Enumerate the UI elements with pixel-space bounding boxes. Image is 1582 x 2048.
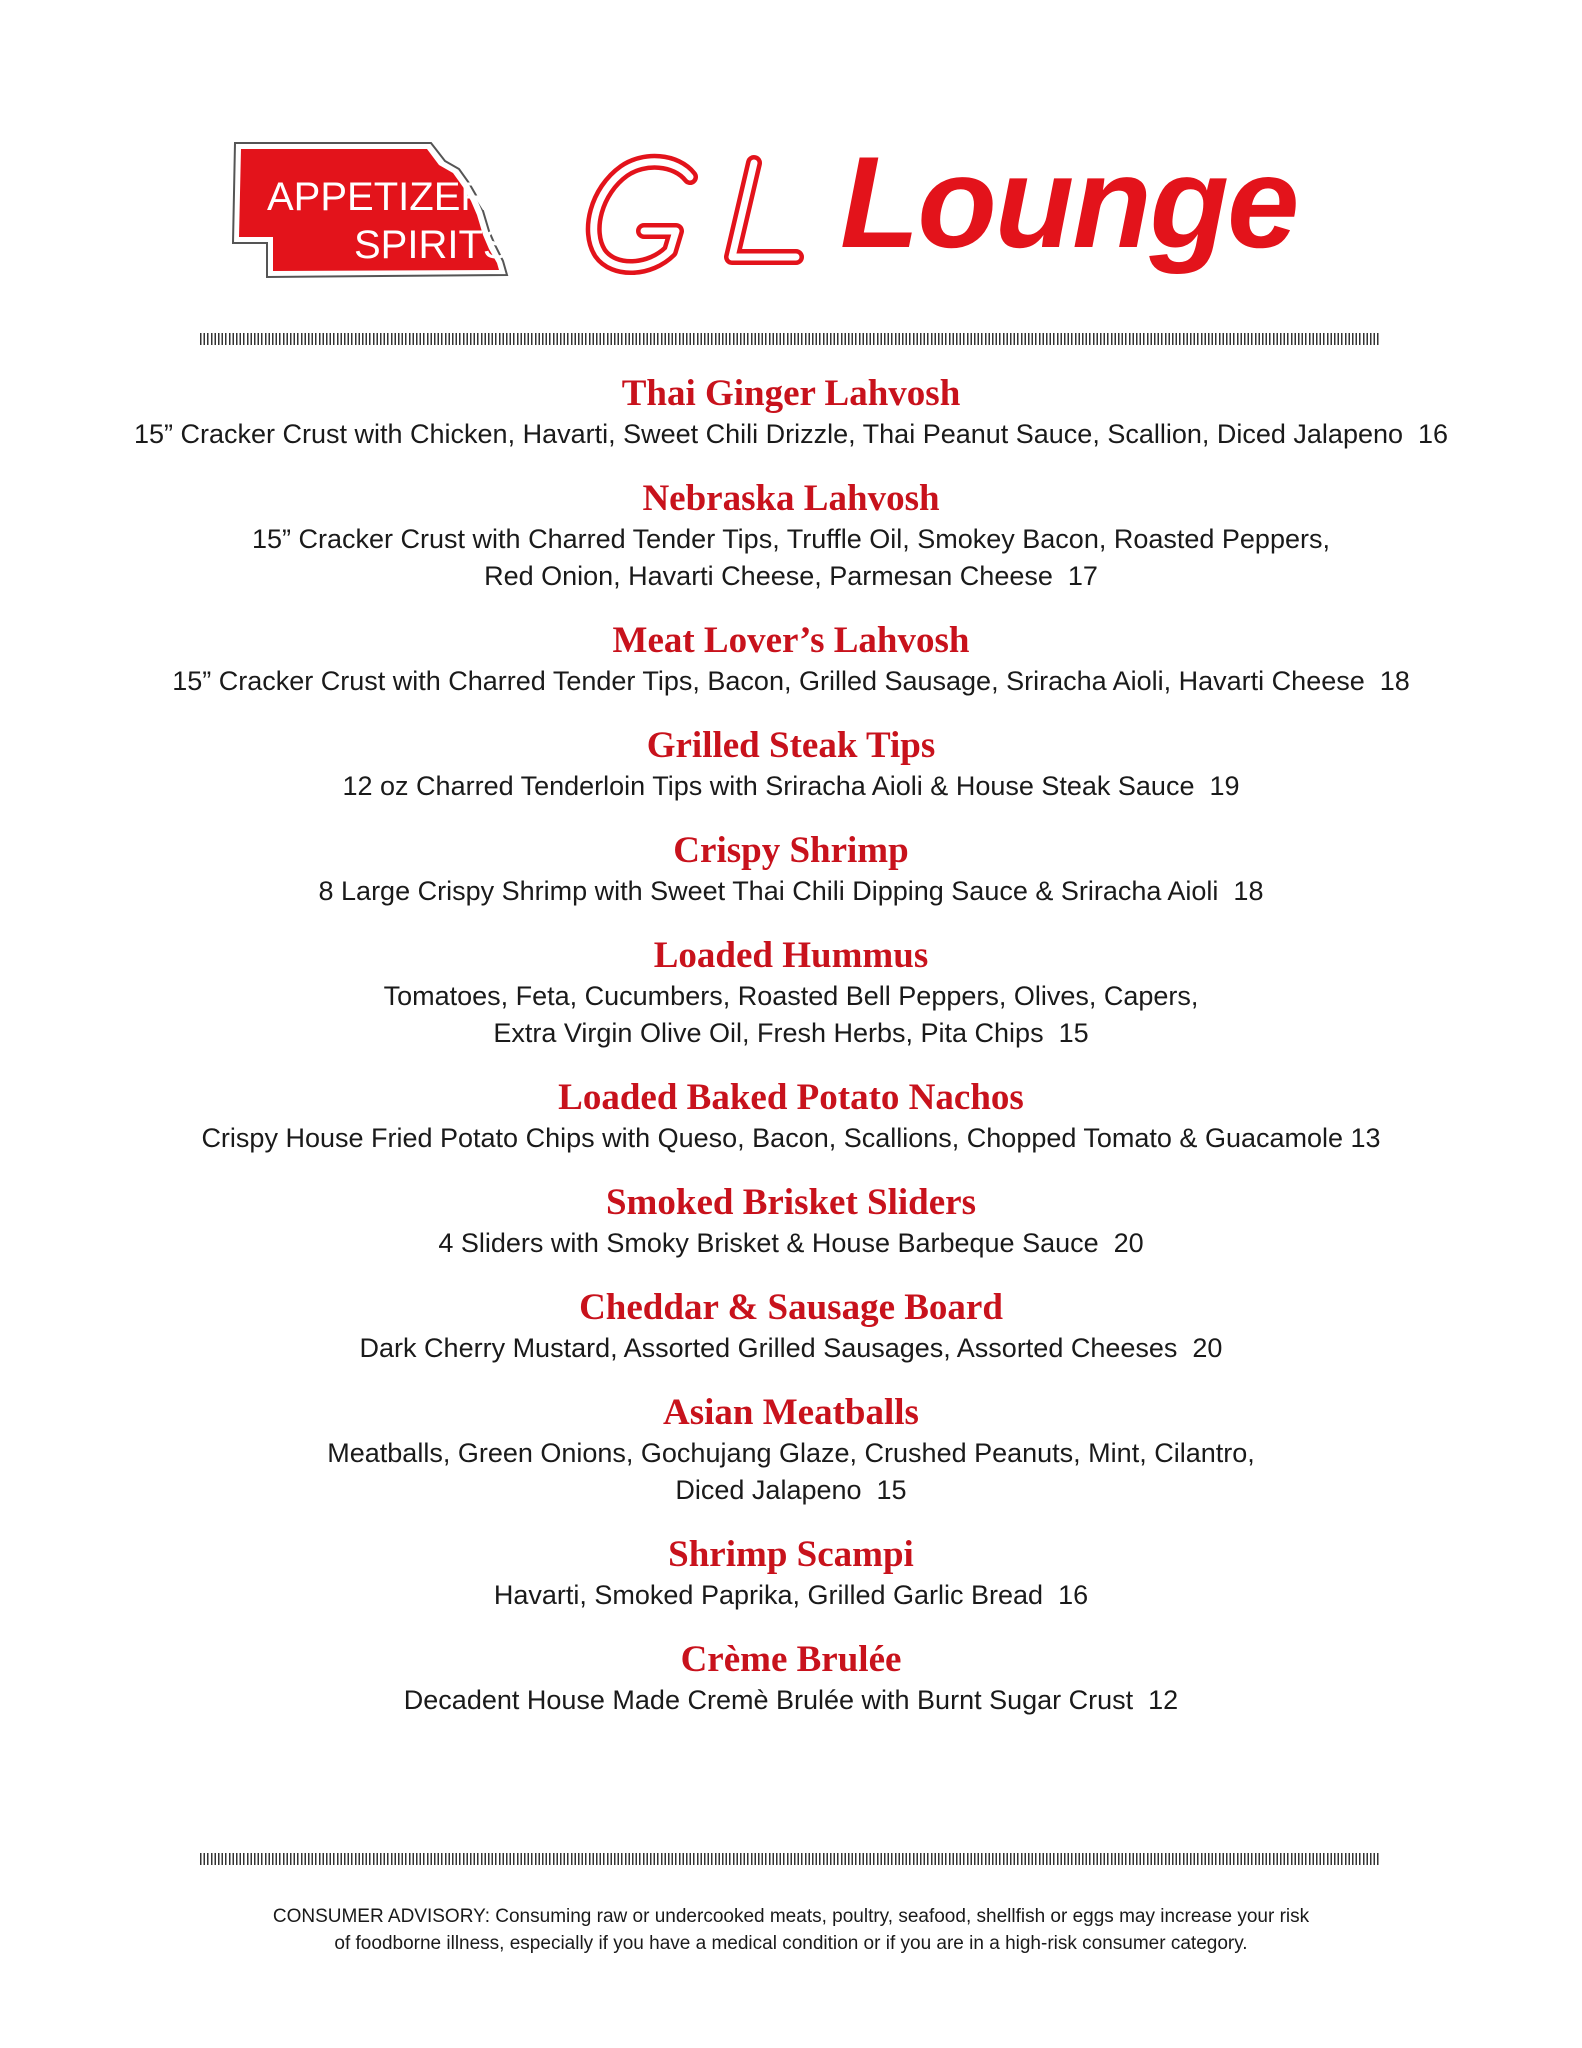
menu-item	[0, 934, 1582, 1052]
menu-item-name: Loaded Hummus	[653, 935, 929, 976]
advisory-line: CONSUMER ADVISORY: Consuming raw or undercooked meats, poultry, seafood, shellfish or eggs may increase your risk	[272, 1906, 1310, 1927]
gl-logo-mark	[572, 145, 812, 285]
menu-item-description: 12 oz Charred Tenderloin Tips with Sriracha Aioli & House Steak Sauce 19	[342, 771, 1240, 801]
menu-item-name: Crispy Shrimp	[673, 830, 909, 871]
consumer-advisory	[0, 1903, 1582, 1957]
badge-appetizers-label: APPETIZERS	[267, 175, 516, 219]
menu-item-description: Red Onion, Havarti Cheese, Parmesan Cheese 17	[484, 561, 1098, 591]
menu-item-description: 15” Cracker Crust with Charred Tender Tips, Bacon, Grilled Sausage, Sriracha Aioli, Havarti Cheese 18	[172, 666, 1410, 696]
menu-item	[0, 829, 1582, 910]
menu-item-name: Loaded Baked Potato Nachos	[558, 1077, 1024, 1118]
menu-item	[0, 619, 1582, 700]
menu-item-description: 8 Large Crispy Shrimp with Sweet Thai Chili Dipping Sauce & Sriracha Aioli 18	[318, 876, 1264, 906]
menu-item	[0, 1533, 1582, 1614]
menu-item	[0, 1181, 1582, 1262]
menu-item	[0, 1391, 1582, 1509]
menu-item	[0, 1638, 1582, 1719]
menu-item	[0, 724, 1582, 805]
menu-item-name: Grilled Steak Tips	[646, 725, 936, 766]
gl-monogram-icon	[572, 145, 812, 285]
menu-item-name: Meat Lover’s Lahvosh	[612, 620, 970, 661]
menu-item-description: 15” Cracker Crust with Chicken, Havarti, Sweet Chili Drizzle, Thai Peanut Sauce, Scallion, Diced Jalapeno 16	[133, 419, 1449, 449]
bottom-divider	[200, 1853, 1380, 1865]
menu-item-name: Thai Ginger Lahvosh	[621, 373, 961, 414]
menu-item-description: Extra Virgin Olive Oil, Fresh Herbs, Pita Chips 15	[493, 1018, 1089, 1048]
menu-item-name: Nebraska Lahvosh	[642, 478, 940, 519]
menu-item-name: Asian Meatballs	[663, 1392, 919, 1433]
menu-item-description: 4 Sliders with Smoky Brisket & House Barbeque Sauce 20	[438, 1228, 1144, 1258]
menu-item	[0, 1076, 1582, 1157]
menu-item-description: Dark Cherry Mustard, Assorted Grilled Sausages, Assorted Cheeses 20	[359, 1333, 1223, 1363]
menu-item	[0, 1286, 1582, 1367]
menu-item-description: Diced Jalapeno 15	[675, 1475, 907, 1505]
menu-item-name: Smoked Brisket Sliders	[605, 1182, 977, 1223]
top-divider	[200, 333, 1380, 345]
menu-item	[0, 477, 1582, 595]
menu-item-description: Tomatoes, Feta, Cucumbers, Roasted Bell Peppers, Olives, Capers,	[383, 981, 1199, 1011]
appetizers-spirits-badge	[231, 139, 541, 281]
menu-item-name: Crème Brulée	[680, 1639, 902, 1680]
menu-item-name: Cheddar & Sausage Board	[579, 1287, 1003, 1328]
menu-item	[0, 372, 1582, 453]
menu-item-description: Havarti, Smoked Paprika, Grilled Garlic Bread 16	[493, 1580, 1089, 1610]
menu-item-description: Meatballs, Green Onions, Gochujang Glaze, Crushed Peanuts, Mint, Cilantro,	[327, 1438, 1255, 1468]
menu-item-description: Decadent House Made Cremè Brulée with Burnt Sugar Crust 12	[403, 1685, 1179, 1715]
menu-header	[0, 125, 1582, 315]
menu-item-description: Crispy House Fried Potato Chips with Queso, Bacon, Scallions, Chopped Tomato & Guacamole 13	[201, 1123, 1381, 1153]
badge-spirits-label: SPIRITS	[354, 223, 510, 267]
menu-item-description: 15” Cracker Crust with Charred Tender Tips, Truffle Oil, Smokey Bacon, Roasted Peppers,	[252, 524, 1330, 554]
menu-item-name: Shrimp Scampi	[668, 1534, 914, 1575]
lounge-wordmark: Lounge	[840, 129, 1298, 275]
advisory-line: of foodborne illness, especially if you have a medical condition or if you are in a high-risk consumer category.	[334, 1933, 1248, 1954]
appetizer-menu-list	[0, 372, 1582, 1743]
